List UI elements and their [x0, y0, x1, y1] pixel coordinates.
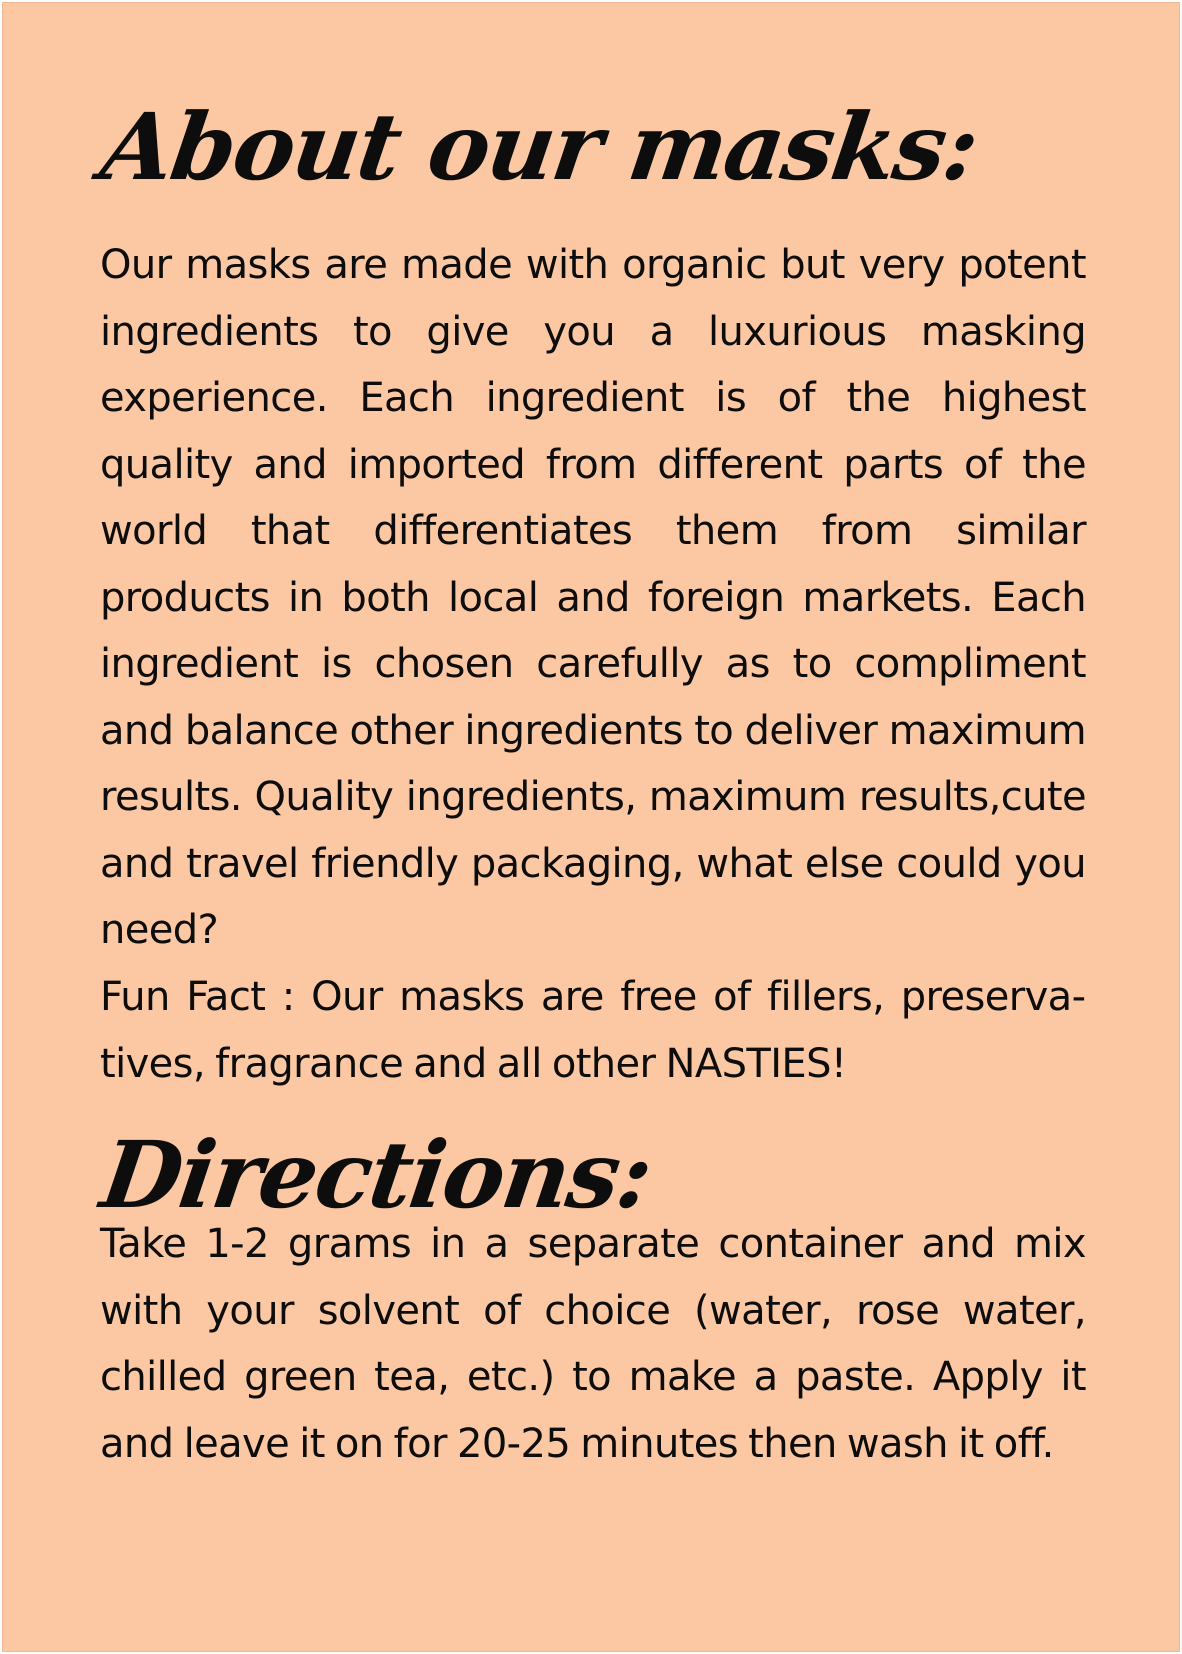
- fun-fact-paragraph: Fun Fact : Our masks are free of fillers, preservatives, fragrance and all other NASTIES!: [100, 974, 1086, 1087]
- about-heading: About our masks:: [95, 93, 984, 201]
- product-info-card: [2, 2, 1180, 1652]
- directions-heading: Directions:: [95, 1121, 658, 1229]
- about-paragraph: Our masks are made with organic but very potent ingredients to give you a luxurious masking experience. Each ingredient is of the highest quality and imported from different parts of the world that differentiates them from similar products in both local and foreign markets. Each ingredient is chosen carefully as to compliment and balance other ingredients to deliver maximum results. Quality ingredients, maximum results,cute and travel friendly packaging, what else could you need?: [100, 242, 1086, 953]
- directions-paragraph: Take 1-2 grams in a separate container and mix with your solvent of choice (water, rose water, chilled green tea, etc.) to make a paste. Apply it and leave it on for 20-25 minutes then wash it off.: [100, 1221, 1086, 1467]
